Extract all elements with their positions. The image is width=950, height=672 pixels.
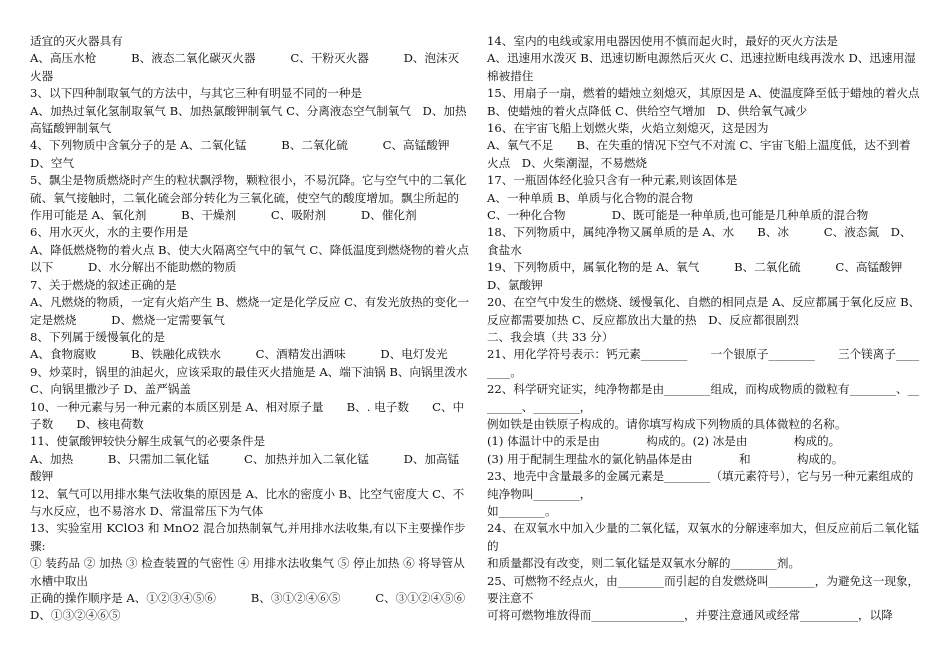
section-heading: 二、我会填（共 33 分） bbox=[487, 329, 614, 344]
right-column bbox=[487, 33, 922, 625]
text-line: A、迅速用水泼灭 B、迅速切断电源然后灭火 C、迅速拉断电线再泼水 D、迅速用湿棉被措住 bbox=[487, 51, 916, 83]
text-line: A、加热 B、只需加二氧化锰 C、加热并加入二氧化锰 D、加高锰酸钾 bbox=[30, 451, 460, 484]
text-line: 24、在双氧水中加入少量的二氧化锰，双氧水的分解速率加大，但反应前后二氧化锰的 bbox=[487, 521, 920, 553]
text-line: A、食物腐败 B、铁融化成铁水 C、酒精发出酒味 D、电灯发光 bbox=[30, 347, 448, 362]
text-line: (1) 体温计中的汞是由 构成的。(2) 冰是由 构成的。 bbox=[487, 434, 841, 449]
text-line: 9、炒菜时，锅里的油起火，应该采取的最佳灭火措施是 A、端下油锅 B、向锅里泼水 C、向锅里撒沙子 D、盖严锅盖 bbox=[30, 364, 480, 397]
text-line: 13、实验室用 KClO3 和 MnO2 混合加热制氧气,并用排水法收集,有以下主要操作步骤: bbox=[30, 521, 466, 553]
text-line: 例如铁是由铁原子构成的。请你填写构成下列物质的具体微粒的名称。 bbox=[487, 416, 847, 431]
text-line: A、一种单质 B、单质与化合物的混合物 bbox=[487, 190, 694, 205]
text-line: 可将可燃物堆放得而________________，并要注意通风或经常__________，以降 bbox=[487, 608, 893, 623]
text-line: ① 装药品 ② 加热 ③ 检查装置的气密性 ④ 用排水法收集气 ⑤ 停止加热 ⑥ 将导管从水槽中取出 bbox=[30, 556, 465, 588]
text-line: 15、用扇子一扇，燃着的蜡烛立刻熄灭，其原因是 A、使温度降至低于蜡烛的着火点 B、使蜡烛的着火点降低 C、供给空气增加 D、供给氧气减少 bbox=[487, 86, 920, 118]
text-line: A、降低燃烧物的着火点 B、使大火隔离空气中的氧气 C、降低温度到燃烧物的着火点以下 D、水分解出不能助燃的物质 bbox=[30, 242, 469, 275]
text-line: 正确的操作顺序是 A、①②③④⑤⑥ B、③①②④⑥⑤ C、③①②④⑤⑥ D、①③②④⑥⑤ bbox=[30, 591, 477, 623]
text-line: 3、以下四种制取氧气的方法中，与其它三种有明显不同的一种是 bbox=[30, 86, 363, 101]
text-line: (3) 用于配制生理盐水的氯化钠晶体是由 和 构成的。 bbox=[487, 451, 844, 466]
text-line: 11、使氯酸钾较快分解生成氧气的必要条件是 bbox=[30, 434, 266, 449]
text-line: 25、可燃物不经点火，由________而引起的自发燃烧叫________，为避免这一现象，要注意不 bbox=[487, 573, 920, 605]
text-line: A、加热过氧化氢制取氧气 B、加热氯酸钾制氧气 C、分离液态空气制氧气 D、加热高锰酸钾制氧气 bbox=[30, 103, 467, 136]
text-line: 5、飘尘是物质燃烧时产生的粒状飘浮物，颗粒很小，不易沉降。它与空气中的二氧化硫、氧气接触时，二氧化硫会部分转化为三氧化硫，使空气的酸度增加。飘尘所起的作用可能是 A、氧化剂 B、干燥剂 C、吸附剂 D、催化剂 bbox=[30, 173, 467, 223]
text-line: 23、地壳中含量最多的金属元素是________（填元素符号），它与另一种元素组成的纯净物叫________， bbox=[487, 469, 914, 501]
text-line: A、凡燃烧的物质，一定有火焰产生 B、燃烧一定是化学反应 C、有发光放热的变化一定是燃烧 D、燃烧一定需要氧气 bbox=[30, 295, 469, 327]
text-line: 10、一种元素与另一种元素的本质区别是 A、相对原子量 B、. 电子数 C、中子数 D、核电荷数 bbox=[30, 399, 465, 431]
text-line: 和质量都没有改变，则二氧化锰是双氧水分解的________剂。 bbox=[487, 556, 801, 571]
text-line: 如________。 bbox=[487, 503, 557, 518]
text-line: 21、用化学符号表示：钙元素________ 一个银原子________ 三个镁离子________。 bbox=[487, 347, 920, 379]
text-line: 16、在宇宙飞船上划燃火柴，火焰立刻熄灭，这是因为 bbox=[487, 121, 769, 136]
text-line: C、一种化合物 D、既可能是一种单质,也可能是几种单质的混合物 bbox=[487, 208, 869, 223]
text-line: A、氧气不足 B、在失重的情况下空气不对流 C、宇宙飞船上温度低，达不到着火点 D、火柴潮湿，不易燃烧 bbox=[487, 138, 911, 170]
text-line: 6、用水灭火，水的主要作用是 bbox=[30, 225, 189, 240]
text-line: 8、下列属于缓慢氧化的是 bbox=[30, 329, 165, 344]
text-line: 适宜的灭火器具有 bbox=[30, 34, 123, 48]
text-line: 7、关于燃烧的叙述正确的是 bbox=[30, 277, 177, 292]
text-line: 20、在空气中发生的燃烧、缓慢氧化、自燃的相同点是 A、反应都属于氧化反应 B、反应都需要加热 C、反应都放出大量的热 D、反应都很剧烈 bbox=[487, 295, 921, 327]
text-line: 12、氧气可以用排水集气法收集的原因是 A、比水的密度小 B、比空气密度大 C、不与水反应，也不易溶水 D、常温常压下为气体 bbox=[30, 486, 465, 518]
text-line: 4、下列物质中含氧分子的是 A、二氧化锰 B、二氧化硫 C、高锰酸钾 D、空气 bbox=[30, 138, 485, 170]
text-line: 14、室内的电线或家用电器因使用不慎而起火时，最好的灭火方法是 bbox=[487, 34, 838, 48]
text-line: 18、下列物质中，属纯净物又属单质的是 A、水 B、冰 C、液态氮 D、食盐水 bbox=[487, 225, 912, 257]
text-line: 17、一瓶固体经化验只含有一种元素,则该固体是 bbox=[487, 173, 738, 188]
text-line: 19、下列物质中，属氧化物的是 A、氧气 B、二氧化硫 C、高锰酸钾 D、氯酸钾 bbox=[487, 260, 914, 292]
text-line: 22、科学研究证实，纯净物都是由________组成，而构成物质的微粒有________、________、________， bbox=[487, 382, 920, 414]
left-column bbox=[30, 33, 485, 625]
text-line: A、高压水枪 B、液态二氧化碳灭火器 C、干粉灭火器 D、泡沫灭火器 bbox=[30, 51, 460, 83]
